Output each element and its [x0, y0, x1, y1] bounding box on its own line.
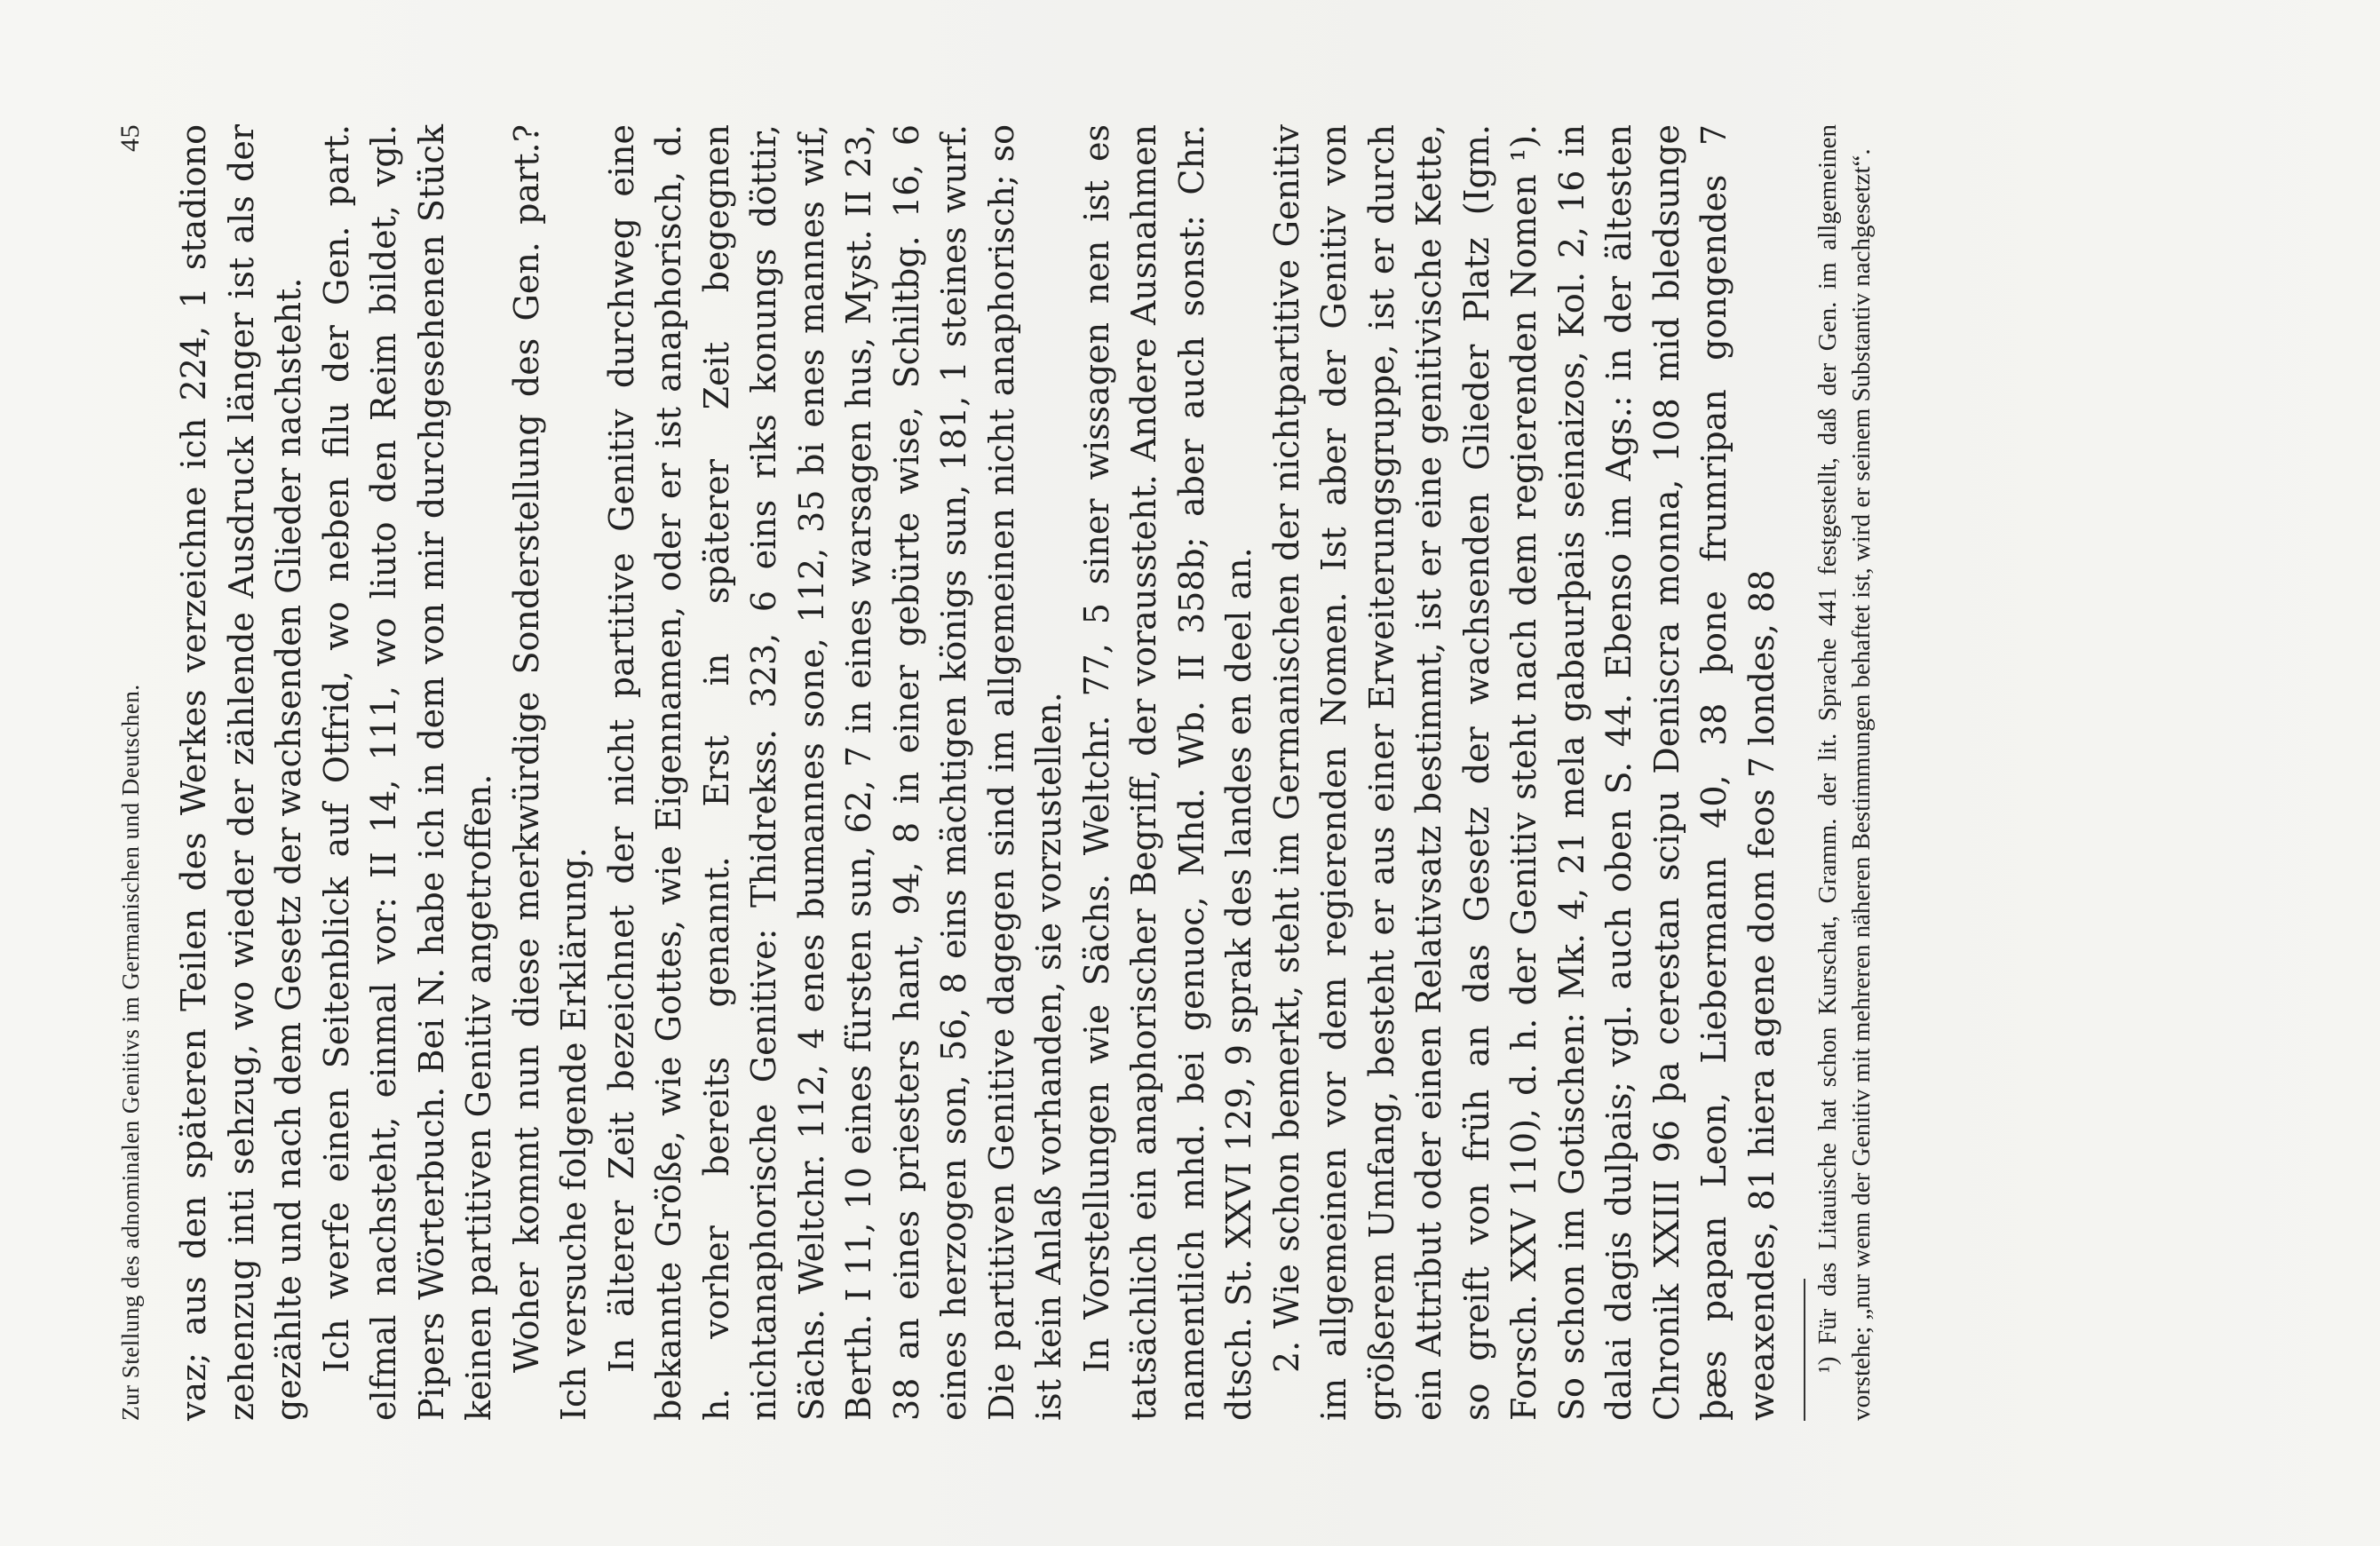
paragraph-3: Woher kommt nun diese merkwürdige Sonderstellung des Gen. part.? Ich versuche folgende Erklärung.: [506, 124, 593, 1421]
running-title: Zur Stellung des adnominalen Genitivs im Germanischen und Deutschen.: [117, 684, 144, 1421]
paragraph-2: Ich werfe einen Seitenblick auf Otfrid, wo neben filu der Gen. part. elfmal nachsteht, einmal vor: II 14, 111, wo liuto den Reim bildet, vgl. Pipers Wörterbuch. Bei N. habe ich in dem von mir durchgesehenen Stück keinen partitiven Genitiv angetroffen.: [316, 124, 498, 1421]
rotated-book-page: [115, 115, 2265, 1430]
body-text: [171, 124, 1786, 1421]
footnote-rule: [1804, 1279, 1805, 1421]
running-head: [115, 124, 155, 1421]
paragraph-4: In älterer Zeit bezeichnet der nicht partitive Genitiv durchweg eine bekannte Größe, wie Gottes, wie Eigennamen, oder er ist anaphorisch, d. h. vorher bereits genannt. Erst in späterer Zeit begegnen nichtanaphorische Genitive: Thidrekss. 323, 6 eins riks konungs döttir, Sächs. Weltchr. 112, 4 enes bumannes sone, 112, 35 bi enes mannes wif, Berth. I 11, 10 eines fürsten sun, 62, 7 in eines warsagen hus, Myst. II 23, 38 an eines priesters hant, 94, 8 in einer gebürte wise, Schiltbg. 16, 6 eines herzogen son, 56, 8 eins mächtigen königs sun, 181, 1 steines wurf. Die partitiven Genitive dagegen sind im allgemeinen nicht anaphorisch; so ist kein Anlaß vorhanden, sie vorzustellen.: [601, 124, 1068, 1421]
paragraph-1: vaz; aus den späteren Teilen des Werkes verzeichne ich 224, 1 stadiono zehenzug inti sehzug, wo wieder der zählende Ausdruck länger ist als der gezählte und nach dem Gesetz der wachsenden Glieder nachsteht.: [174, 124, 308, 1421]
footnote-text: ¹) Für das Litauische hat schon Kurschat, Gramm. der lit. Sprache 441 festgestellt, daß der Gen. im allgemeinen vorstehe; „nur wenn der Genitiv mit mehreren näheren Bestimmungen behaftet ist, wird er seinem Substantiv nachgesetzt“.: [1813, 124, 1876, 1421]
paragraph-6: 2. Wie schon bemerkt, steht im Germanischen der nichtpartitive Genitiv im allgemeinen vor dem regierenden Nomen. Ist aber der Genitiv von größerem Umfang, besteht er aus einer Erweiterungsgruppe, ist er durch ein Attribut oder einen Relativsatz bestimmt, ist er eine genitivische Kette, so greift von früh an das Gesetz der wachsenden Glieder Platz (Igm. Forsch. XXV 110), d. h. der Genitiv steht nach dem regierenden Nomen ¹). So schon im Gotischen: Mk. 4, 21 mela gabaurþais seinaizos, Kol. 2, 16 in dalai dagis dulþais; vgl. auch oben S. 44. Ebenso im Ags.: in der ältesten Chronik XXIII 96 þa cerestan scipu Deniscra monna, 108 mid bledsunge þæs papan Leon, Liebermann 40, 38 þone frumripan gongendes 7 weaxendes, 81 hiera agene dom feos 7 londes, 88: [1266, 124, 1781, 1421]
paragraph-5: In Vorstellungen wie Sächs. Weltchr. 77, 5 siner wissagen nen ist es tatsächlich ein anaphorischer Begriff, der voraussteht. Andere Ausnahmen namentlich mhd. bei genuoc, Mhd. Wb. II 358b; aber auch sonst: Chr. dtsch. St. XXVI 129, 9 sprak des landes en deel an.: [1076, 124, 1258, 1421]
page-number: 45: [115, 124, 145, 152]
footnote: [1798, 124, 1878, 1421]
